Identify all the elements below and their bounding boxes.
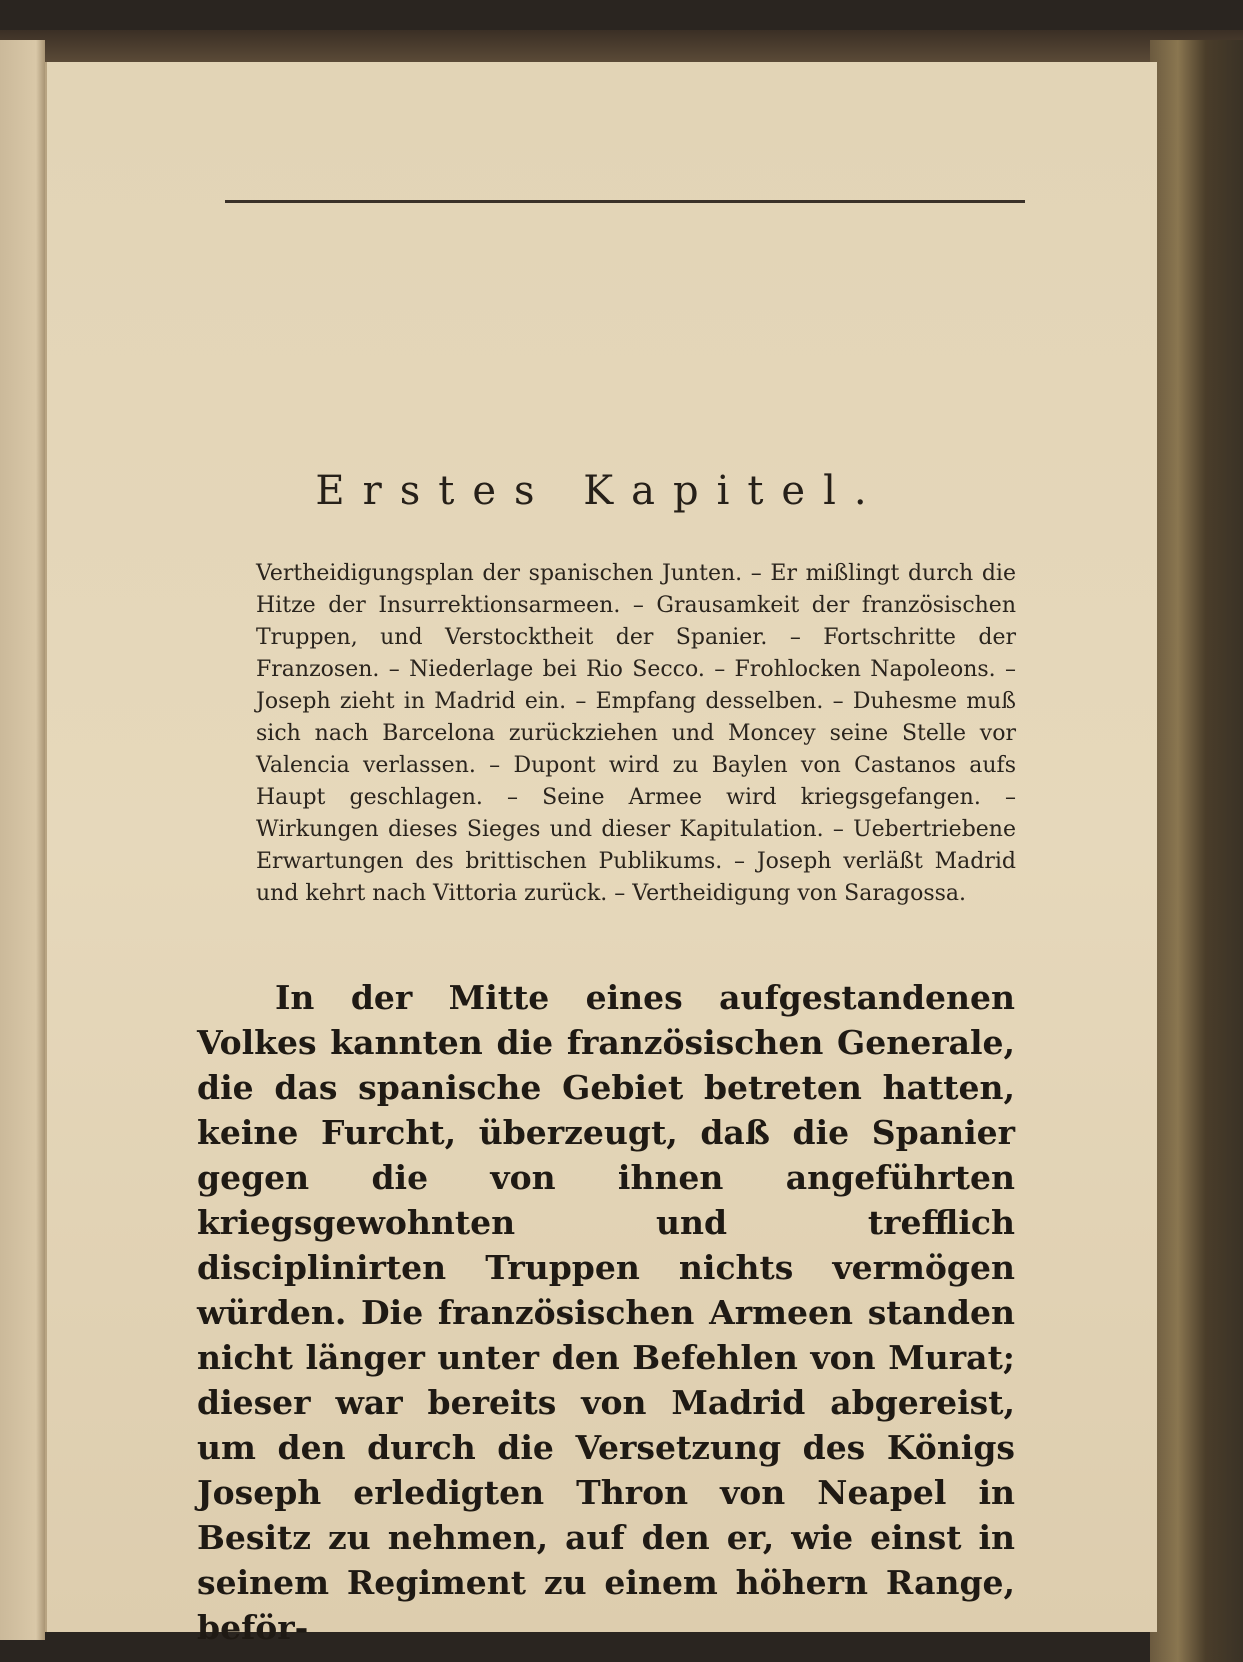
book-top-edge: [0, 30, 1243, 62]
header-rule: [225, 200, 1025, 203]
body-paragraph: In der Mitte eines aufgestandenen Volkes kannten die französischen Generale, die das spanische Gebiet betreten hatten, keine Furcht, überzeugt, daß die Spanier gegen die von ihnen angeführten kriegsgewohnten und trefflich disciplinirten Truppen nichts vermögen würden. Die französischen Armeen standen nicht länger unter den Befehlen von Murat; dieser war bereits von Madrid abgereist, um den durch die Versetzung des Königs Joseph erledigten Thron von Neapel in Besitz zu nehmen, auf den er, wie einst in seinem Regiment zu einem höhern Range, beför-: [197, 978, 1015, 1647]
chapter-title: Erstes Kapitel.: [315, 468, 885, 514]
facing-page-edge: [0, 40, 45, 1640]
chapter-summary: Vertheidigungsplan der spanischen Junten. – Er mißlingt durch die Hitze der Insurrektionsarmeen. – Grausamkeit der französischen Truppen, und Verstocktheit der Spanier. – Fortschritte der Franzosen. – Niederlage bei Rio Secco. – Frohlocken Napoleons. – Joseph zieht in Madrid ein. – Empfang desselben. – Duhesme muß sich nach Barcelona zurückziehen und Moncey seine Stelle vor Valencia verlassen. – Dupont wird zu Baylen von Castanos aufs Haupt geschlagen. – Seine Armee wird kriegsgefangen. – Wirkungen dieses Sieges und dieser Kapitulation. – Uebertriebene Erwartungen des brittischen Publikums. – Joseph verläßt Madrid und kehrt nach Vittoria zurück. – Vertheidigung von Saragossa.: [256, 561, 1016, 906]
book-page-edges: [1150, 40, 1243, 1662]
